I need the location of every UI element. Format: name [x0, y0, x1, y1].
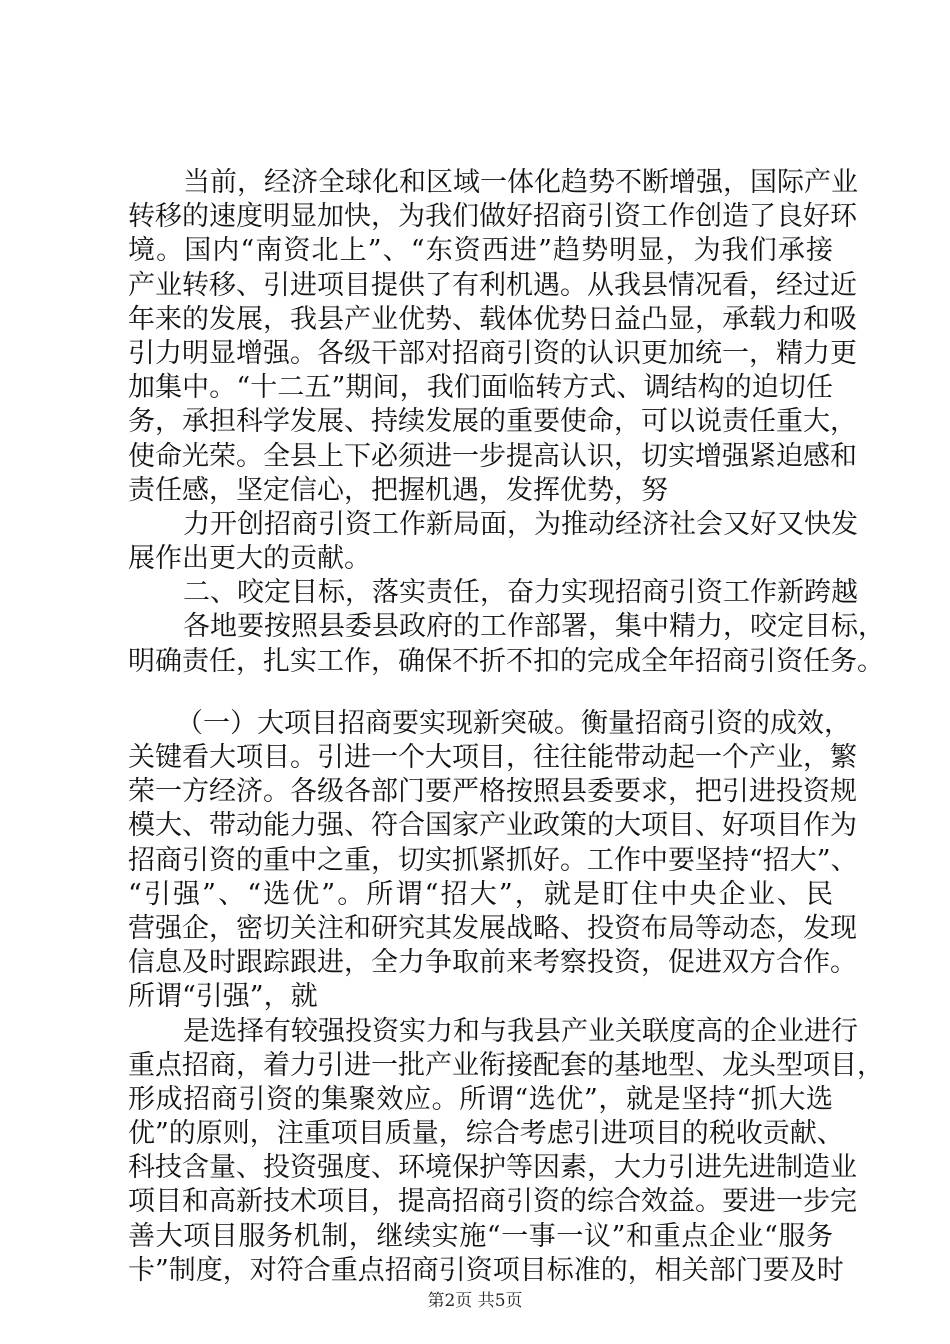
- text-line: 展作出更大的贡献。: [128, 543, 371, 575]
- paragraph: [128, 610, 885, 678]
- text-line: 重点招商，着力引进一批产业衔接配套的基地型、龙头型项目，: [128, 1049, 884, 1081]
- text-line: 善大项目服务机制，继续实施“一事一议”和重点企业“服务: [128, 1220, 833, 1252]
- text-line: 科技含量、投资强度、环境保护等因素，大力引进先进制造业: [128, 1152, 857, 1184]
- paragraph: [128, 166, 858, 508]
- page-number-footer: 第2页 共5页: [427, 1291, 523, 1311]
- text-line: “引强”、“选优”。所谓“招大”，就是盯住中央企业、民: [128, 878, 833, 910]
- text-line: 转移的速度明显加快，为我们做好招商引资工作创造了良好环: [128, 201, 857, 233]
- text-line: 项目和高新技术项目，提高招商引资的综合效益。要进一步完: [128, 1186, 857, 1218]
- text-line: 是选择有较强投资实力和与我县产业关联度高的企业进行: [183, 1015, 858, 1047]
- paragraph: [128, 1015, 884, 1289]
- text-line: 招商引资的重中之重，切实抓紧抓好。工作中要坚持“招大”、: [128, 844, 858, 876]
- section-heading: [128, 576, 858, 610]
- paragraph: [128, 707, 858, 1015]
- text-line: 荣一方经济。各级各部门要严格按照县委要求，把引进投资规: [128, 776, 857, 808]
- text-line: 关键看大项目。引进一个大项目，往往能带动起一个产业，繁: [128, 742, 857, 773]
- text-line: 信息及时跟踪跟进，全力争取前来考察投资，促进双方合作。: [128, 947, 857, 979]
- text-line: 产业转移、引进项目提供了有利机遇。从我县情况看，经过近: [128, 269, 857, 301]
- text-line: 境。国内“南资北上”、“东资西进”趋势明显，为我们承接: [128, 235, 833, 267]
- document-body: [128, 166, 885, 1288]
- text-line: （一）大项目招商要实现新突破。衡量招商引资的成效，: [176, 707, 851, 739]
- heading-line: 二、咬定目标，落实责任，奋力实现招商引资工作新跨越: [183, 577, 858, 609]
- text-line: 卡”制度，对符合重点招商引资项目标准的，相关部门要及时: [128, 1254, 844, 1286]
- text-line: 明确责任，扎实工作，确保不折不扣的完成全年招商引资任务。: [128, 645, 884, 677]
- text-line: 营强企，密切关注和研究其发展战略、投资布局等动态，发现: [128, 912, 857, 944]
- text-line: 使命光荣。全县上下必须进一步提高认识，切实增强紧迫感和: [128, 440, 857, 472]
- text-line: 模大、带动能力强、符合国家产业政策的大项目、好项目作为: [128, 810, 857, 842]
- text-line: 责任感，坚定信心，把握机遇，发挥优势，努: [128, 474, 668, 506]
- text-line: 年来的发展，我县产业优势、载体优势日益凸显，承载力和吸: [128, 303, 857, 335]
- text-line: 所谓“引强”，就: [128, 981, 318, 1013]
- text-line: 务，承担科学发展、持续发展的重要使命，可以说责任重大，: [128, 406, 857, 438]
- paragraph: [128, 508, 858, 576]
- text-line: 引力明显增强。各级干部对招商引资的认识更加统一，精力更: [128, 337, 857, 369]
- text-line: 力开创招商引资工作新局面，为推动经济社会又好又快发: [183, 508, 858, 540]
- text-line: 各地要按照县委县政府的工作部署，集中精力，咬定目标，: [183, 611, 885, 643]
- text-line: 优”的原则，注重项目质量，综合考虑引进项目的税收贡献、: [128, 1118, 844, 1150]
- text-line: 形成招商引资的集聚效应。所谓“选优”，就是坚持“抓大选: [128, 1083, 833, 1115]
- text-line: 当前，经济全球化和区域一体化趋势不断增强，国际产业: [183, 167, 858, 198]
- text-line: 加集中。“十二五”期间，我们面临转方式、调结构的迫切任: [128, 372, 833, 404]
